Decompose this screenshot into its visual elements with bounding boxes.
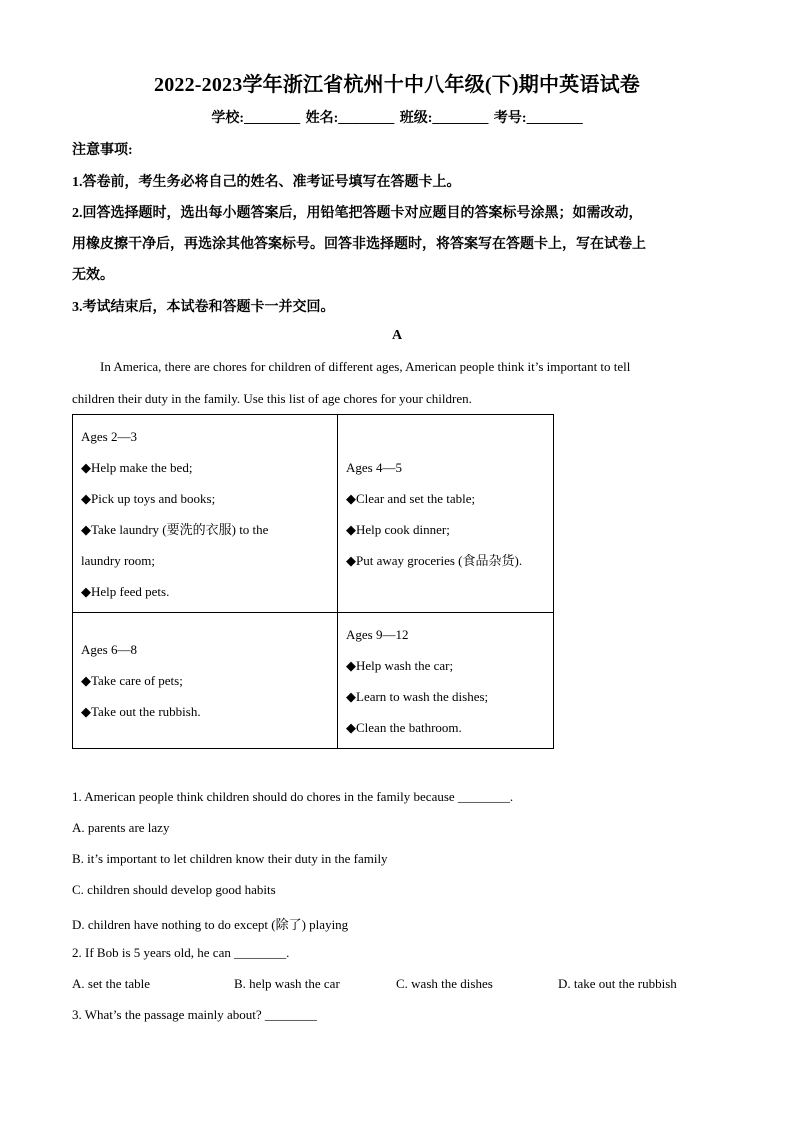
- cell-line: laundry room;: [81, 552, 156, 568]
- notice-item-2-line-2: 用橡皮擦干净后，再选涂其他答案标号。回答非选择题时，将答案写在答题卡上，写在试卷上: [72, 237, 646, 252]
- cell-line: ◆Pick up toys and books;: [81, 490, 216, 506]
- question-2-option-a: A. set the table: [72, 976, 150, 991]
- notice-item-2-line-3: 无效。: [72, 268, 114, 283]
- table-cell-ages-6-8: [73, 613, 338, 749]
- question-3-stem: 3. What’s the passage mainly about? ________: [72, 1007, 317, 1022]
- cell-line: ◆Help wash the car;: [346, 657, 454, 673]
- passage-intro-line-1: In America, there are chores for children of different ages, American people think it’s important to tell: [100, 359, 631, 374]
- class-field: 班级:________: [399, 111, 489, 126]
- cell-line: ◆Help make the bed;: [81, 459, 193, 475]
- question-1-option-d: D. children have nothing to do except (除了) playing: [72, 917, 349, 932]
- cell-line: Ages 9—12: [346, 626, 409, 642]
- notice-heading: 注意事项:: [72, 143, 133, 158]
- cell-line: ◆Clean the bathroom.: [346, 719, 462, 735]
- school-field: 学校:________: [211, 111, 301, 126]
- cell-line: Ages 6—8: [81, 642, 137, 657]
- table-cell-ages-9-12: [338, 613, 554, 749]
- question-1-option-a: A. parents are lazy: [72, 820, 170, 835]
- notice-item-2-line-1: 2.回答选择题时，选出每小题答案后，用铅笔把答题卡对应题目的答案标号涂黑；如需改动，: [72, 206, 643, 221]
- exam-title: 2022-2023学年浙江省杭州十中八年级(下)期中英语试卷: [154, 74, 640, 96]
- student-info-fields: [0, 107, 794, 127]
- section-heading: A: [391, 328, 403, 343]
- question-1-option-c: C. children should develop good habits: [72, 882, 276, 897]
- cell-line: ◆Put away groceries (食品杂货).: [346, 552, 523, 568]
- question-2-options: [72, 976, 732, 992]
- cell-line: ◆Help feed pets.: [81, 583, 170, 599]
- cell-line: ◆Help cook dinner;: [346, 521, 450, 537]
- name-field: 姓名:________: [305, 111, 395, 126]
- question-1-stem: 1. American people think children should do chores in the family because ________.: [72, 789, 514, 804]
- question-2-option-b: B. help wash the car: [234, 976, 340, 991]
- notice-item-3: 3.考试结束后，本试卷和答题卡一并交回。: [72, 300, 335, 315]
- chores-table: [72, 414, 554, 749]
- cell-line: ◆Learn to wash the dishes;: [346, 688, 489, 704]
- question-1-option-b: B. it’s important to let children know their duty in the family: [72, 851, 388, 866]
- question-2-option-d: D. take out the rubbish: [558, 976, 677, 991]
- question-2-stem: 2. If Bob is 5 years old, he can ________.: [72, 945, 290, 960]
- passage-intro-line-2: children their duty in the family. Use this list of age chores for your children.: [72, 391, 472, 406]
- cell-line: ◆Clear and set the table;: [346, 490, 476, 506]
- question-2-option-c: C. wash the dishes: [396, 976, 493, 991]
- cell-line: ◆Take care of pets;: [81, 673, 183, 688]
- table-cell-ages-2-3: [73, 415, 338, 613]
- cell-line: Ages 2—3: [81, 428, 137, 444]
- cell-line: ◆Take out the rubbish.: [81, 704, 201, 719]
- exam-number-field: 考号:________: [493, 111, 583, 126]
- notice-item-1: 1.答卷前，考生务必将自己的姓名、准考证号填写在答题卡上。: [72, 175, 461, 190]
- table-cell-ages-4-5: [338, 415, 554, 613]
- cell-line: Ages 4—5: [346, 459, 402, 475]
- cell-line: ◆Take laundry (要洗的衣服) to the: [81, 521, 269, 537]
